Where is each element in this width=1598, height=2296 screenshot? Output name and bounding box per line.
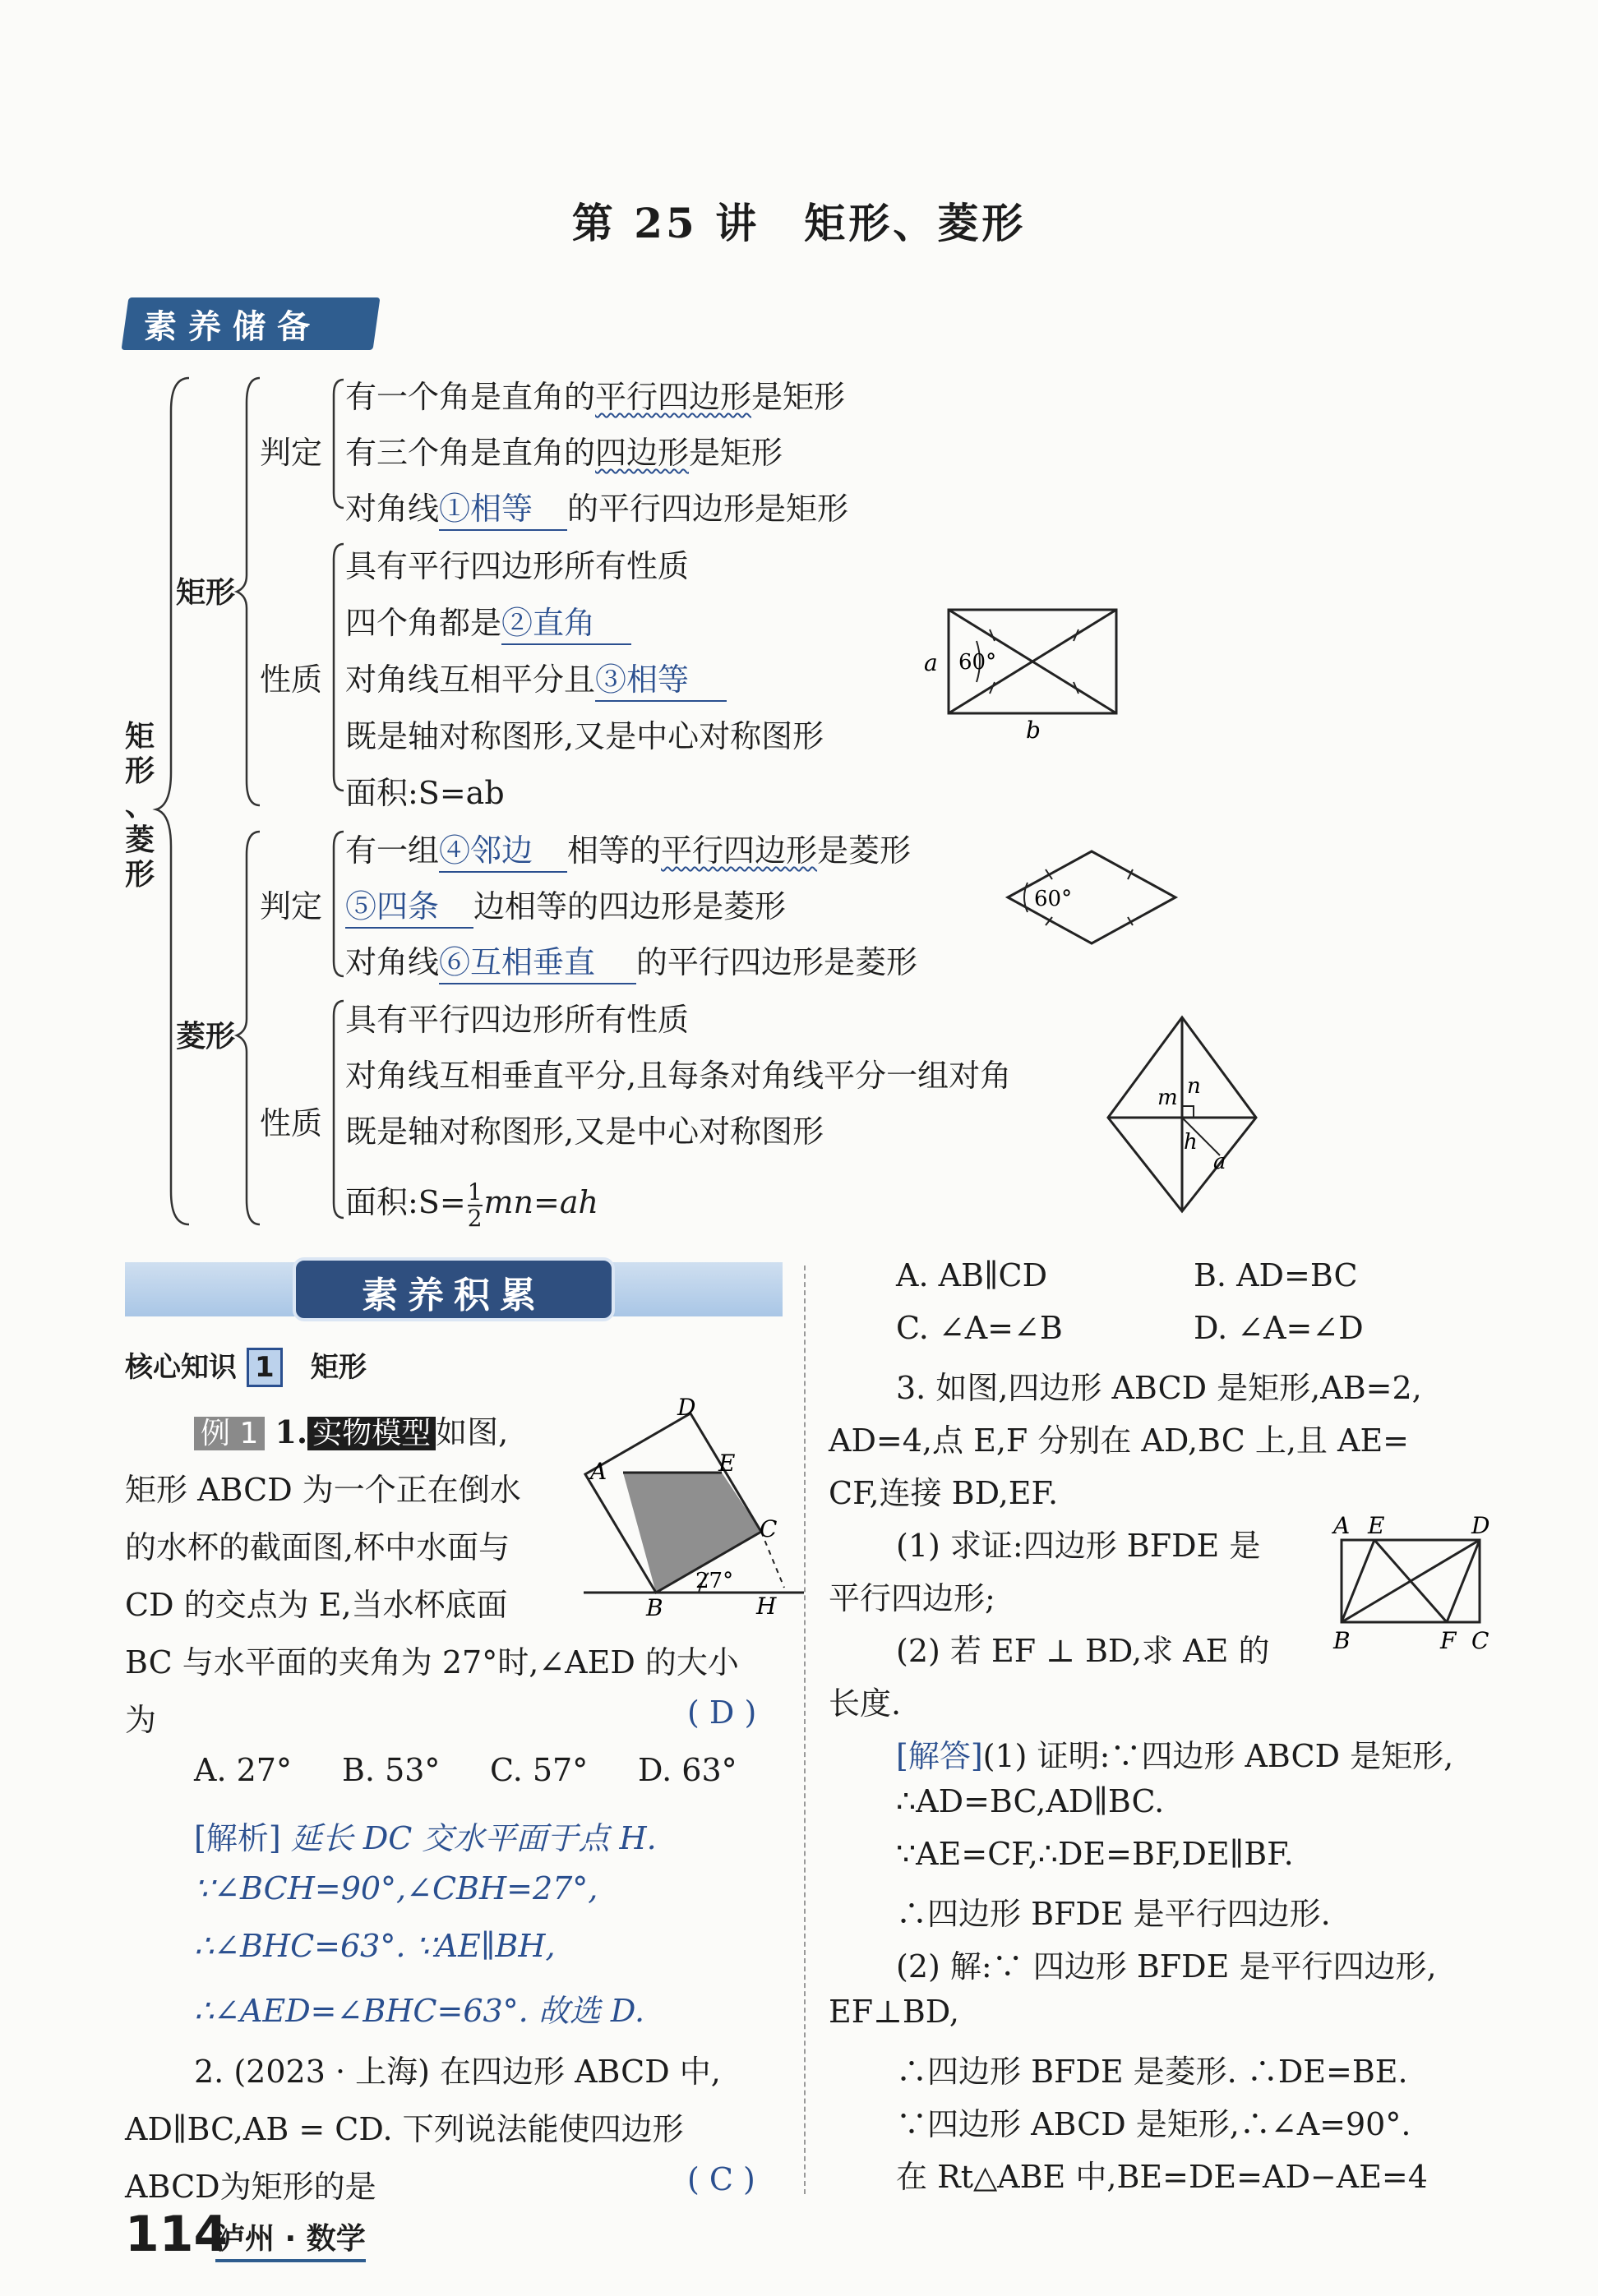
rect-prop-label: 性质 (260, 662, 323, 698)
figure-abcd-label-c: C (1471, 1627, 1489, 1654)
example1-line-5: BC 与水平面的夹角为 27°时,∠AED 的大小 (125, 1644, 739, 1681)
page-title: 第 25 讲 矩形、菱形 (571, 199, 1027, 247)
figure-rectangle-label-b: b (1026, 717, 1041, 744)
rect-prop-line-4: 既是轴对称图形,又是中心对称图形 (345, 718, 824, 754)
figure-cup-label-e: E (718, 1450, 736, 1477)
example1-analysis-3: ∴∠BHC=63°. ∵AE∥BH, (194, 1928, 556, 1964)
rect-judge-line-1: 有一个角是直角的平行四边形是矩形 (345, 379, 846, 415)
example1-answer: ( D ) (687, 1694, 757, 1731)
example1-option-a: A. 27° (194, 1752, 292, 1788)
example3-line-2: AD=4,点 E,F 分别在 AD,BC 上,且 AE= (829, 1422, 1410, 1459)
example3-line-5: 平行四边形; (829, 1580, 995, 1616)
example2-line-1: 2. (2023 · 上海) 在四边形 ABCD 中, (194, 2054, 721, 2090)
example1-line-6: 为 (125, 1702, 157, 1738)
figure-rectangle-abcd (1327, 1510, 1491, 1658)
figure-cup-label-a: A (590, 1458, 607, 1485)
figure-rhombus-angle-label: 60° (1034, 887, 1073, 911)
rhom-prop-label: 性质 (260, 1105, 323, 1141)
rhom-prop-line-4: 面积:S= $\frac{1}{2}$ mn=ah (345, 1178, 598, 1232)
figure-abcd-label-b: B (1333, 1627, 1351, 1654)
example2-option-b: B. AD=BC (1194, 1257, 1358, 1293)
rhom-prop-line-3: 既是轴对称图形,又是中心对称图形 (345, 1113, 824, 1150)
example1-analysis-1: [解析] 延长 DC 交水平面于点 H. (194, 1820, 657, 1856)
solution-line-9: 在 Rt△ABE 中,BE=DE=AD−AE=4 (896, 2159, 1428, 2195)
rhom-judge-line-2: ⑤四条 边相等的四边形是菱形 (345, 881, 786, 929)
example2-option-c: C. ∠A=∠B (896, 1310, 1063, 1346)
rect-judge-line-2: 有三个角是直角的四边形是矩形 (345, 435, 783, 471)
figure-rhombus-angle (1003, 846, 1184, 953)
solution-line-6: EF⊥BD, (829, 1994, 959, 2030)
figure-cup-angle: 27° (695, 1569, 734, 1593)
figure-rhombus-label-m: m (1157, 1086, 1178, 1110)
example2-option-a: A. AB∥CD (896, 1257, 1048, 1293)
tree-rect-label: 矩形 (176, 576, 236, 610)
example1-option-b: B. 53° (342, 1752, 441, 1788)
example2-line-2: AD∥BC,AB = CD. 下列说法能使四边形 (125, 2111, 684, 2147)
rhom-prop-line-1: 具有平行四边形所有性质 (345, 1002, 690, 1038)
rhom-judge-line-3: 对角线⑥互相垂直 的平行四边形是菱形 (345, 937, 917, 984)
tree-root-label: 矩 形 、 菱 形 (124, 720, 155, 892)
rect-prop-line-5: 面积:S=ab (345, 775, 505, 811)
core-knowledge-number: 1 (247, 1348, 283, 1387)
figure-abcd-label-d: D (1471, 1512, 1490, 1539)
figure-cup-label-d: D (677, 1397, 696, 1421)
figure-abcd-label-f: F (1440, 1627, 1457, 1654)
example3-line-3: CF,连接 BD,EF. (829, 1475, 1059, 1511)
tree-rhombus-label: 菱形 (176, 1020, 236, 1053)
example1-option-c: C. 57° (490, 1752, 589, 1788)
rhom-judge-label: 判定 (260, 888, 323, 924)
figure-abcd-label-e: E (1368, 1512, 1385, 1539)
model-tag: 实物模型 (307, 1417, 436, 1450)
example2-line-3: ABCD为矩形的是 (125, 2169, 376, 2205)
book-title: 泸州 · 数学 (215, 2215, 366, 2262)
figure-rectangle-label-a: a (924, 649, 938, 676)
figure-rhombus-label-h: h (1184, 1130, 1198, 1155)
solution-line-1: [解答](1) 证明:∵四边形 ABCD 是矩形, (896, 1738, 1454, 1774)
example1-option-d: D. 63° (638, 1752, 737, 1788)
example-tag: 例 1 (194, 1417, 265, 1450)
rhom-judge-line-1: 有一组④邻边 相等的平行四边形是菱形 (345, 825, 911, 873)
figure-rectangle-angle: 60° (958, 650, 997, 675)
solution-line-3: ∵AE=CF,∴DE=BF,DE∥BF. (896, 1836, 1294, 1872)
rect-prop-line-1: 具有平行四边形所有性质 (345, 548, 690, 584)
core-knowledge-heading: 核心知识 1 矩形 (125, 1344, 367, 1387)
example2-answer: ( C ) (687, 2161, 755, 2197)
example1-analysis-2: ∵∠BCH=90°,∠CBH=27°, (194, 1870, 598, 1906)
solution-line-8: ∵四边形 ABCD 是矩形,∴∠A=90°. (896, 2106, 1411, 2142)
section-banner-title: 素养储备 (144, 308, 321, 346)
figure-rectangle (912, 600, 1134, 748)
figure-tilted-cup (584, 1397, 806, 1627)
rect-prop-line-3: 对角线互相平分且③相等 (345, 654, 727, 702)
figure-cup-label-c: C (760, 1515, 778, 1542)
figure-rhombus-height (1102, 1011, 1282, 1216)
example1-line-2: 矩形 ABCD 为一个正在倒水 (125, 1472, 521, 1508)
rect-judge-line-3: 对角线①相等 的平行四边形是矩形 (345, 483, 848, 531)
solution-line-4: ∴四边形 BFDE 是平行四边形. (896, 1896, 1331, 1932)
example3-line-1: 3. 如图,四边形 ABCD 是矩形,AB=2, (896, 1370, 1422, 1406)
figure-abcd-label-a: A (1333, 1512, 1351, 1539)
example1-header: 例 1 1. 实物模型 如图, (194, 1407, 508, 1452)
section-banner2-title: 素养积累 (362, 1275, 546, 1316)
solution-line-2: ∴AD=BC,AD∥BC. (896, 1783, 1165, 1819)
figure-rhombus-label-n: n (1187, 1074, 1201, 1099)
solution-line-7: ∴四边形 BFDE 是菱形. ∴DE=BE. (896, 2054, 1408, 2090)
rhom-prop-line-2: 对角线互相垂直平分,且每条对角线平分一组对角 (345, 1058, 1012, 1094)
example1-analysis-4: ∴∠AED=∠BHC=63°. 故选 D. (194, 1993, 645, 2029)
figure-rhombus-label-a: a (1213, 1150, 1226, 1174)
rect-prop-line-2: 四个角都是②直角 (345, 597, 631, 645)
rect-judge-label: 判定 (260, 435, 323, 471)
solution-line-5: (2) 解:∵ 四边形 BFDE 是平行四边形, (896, 1948, 1437, 1985)
example1-line-4: CD 的交点为 E,当水杯底面 (125, 1587, 508, 1623)
figure-cup-label-h: H (756, 1593, 777, 1620)
example1-line-3: 的水杯的截面图,杯中水面与 (125, 1529, 510, 1565)
example3-line-7: 长度. (829, 1685, 902, 1722)
example3-line-6: (2) 若 EF ⊥ BD,求 AE 的 (896, 1633, 1270, 1669)
example2-option-d: D. ∠A=∠D (1194, 1310, 1364, 1346)
page-number: 114 (125, 2206, 229, 2263)
figure-cup-label-b: B (646, 1594, 663, 1621)
example3-line-4: (1) 求证:四边形 BFDE 是 (896, 1528, 1261, 1564)
